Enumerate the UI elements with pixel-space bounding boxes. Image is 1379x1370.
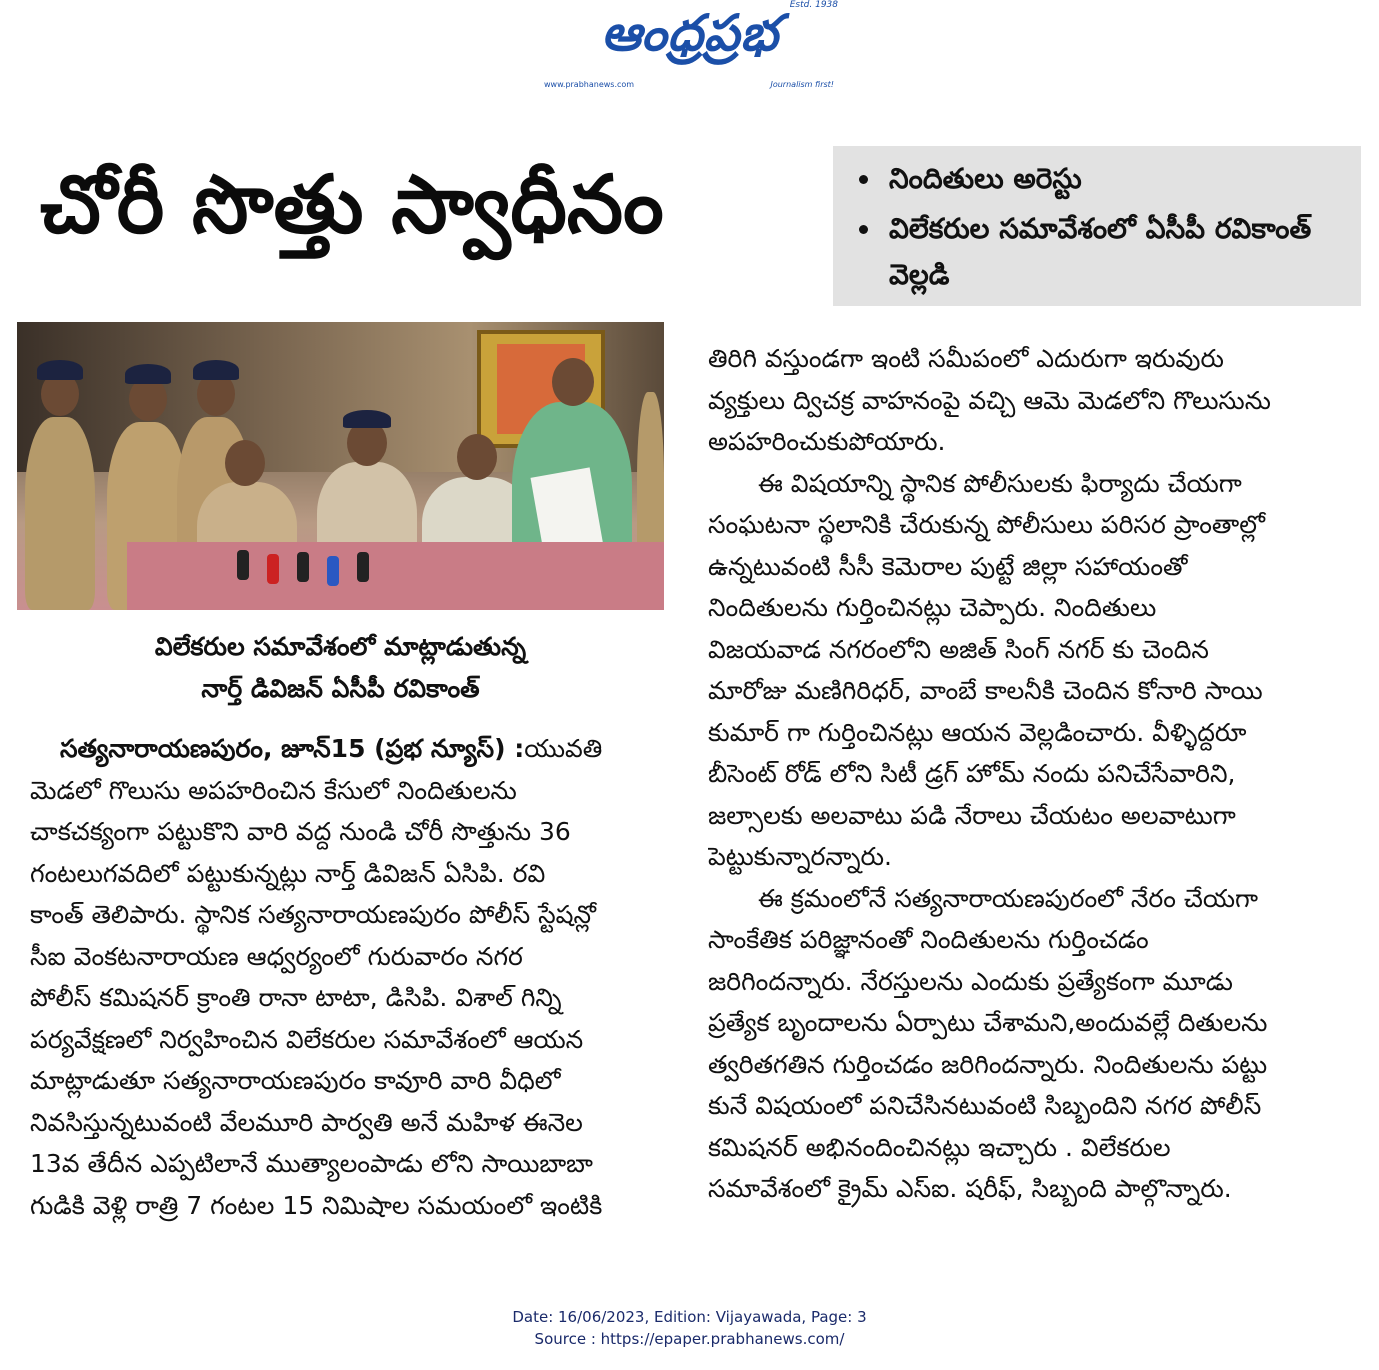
page-footer (0, 1306, 1379, 1350)
caption-line: విలేకరుల సమావేశంలో మాట్లాడుతున్న (154, 632, 527, 661)
article-text-line: జల్సాలకు అలవాటు పడి నేరాలు చేయటం అలవాటుగా (708, 800, 1236, 830)
summary-item: విలేకరుల సమావేశంలో ఏసీపీ రవికాంత్ వెల్లడి (849, 206, 1345, 298)
article-text-line: అపహరించుకుపోయారు. (708, 427, 946, 456)
caption-line: నార్త్ డివిజన్ ఏసీపీ రవికాంత్ (201, 674, 480, 703)
article-text-line: తిరిగి వస్తుండగా ఇంటి సమీపంలో ఎదురుగా ఇరువురు (708, 344, 1224, 373)
tagline-label: Journalism first! (770, 80, 834, 89)
summary-item: నిందితులు అరెస్టు (849, 156, 1345, 202)
press-meet-photo (17, 322, 664, 610)
article-text-line: పోలీస్ కమిషనర్ క్రాంతి రానా టాటా, డిసిపి. విశాల్ గిన్ని (30, 983, 562, 1012)
article-text-line: ఈ విషయాన్ని స్థానిక పోలీసులకు ఫిర్యాదు చేయగా (758, 468, 1242, 498)
article-text-line: సంఘటనా స్థలానికి చేరుకున్న పోలీసులు పరిసర ప్రాంతాల్లో (708, 510, 1265, 539)
article-text-line: గుడికి వెళ్లి రాత్రి 7 గంటల 15 నిమిషాల సమయంలో ఇంటికి (30, 1190, 603, 1220)
article-text-line: మారోజు మణిగిరిధర్, వాంబే కాలనీకి చెందిన కోనారి సాయి (708, 676, 1263, 705)
article-text-line: కాంత్ తెలిపారు. స్థానిక సత్యనారాయణపురం పోలీస్ స్టేషన్లో (30, 900, 596, 929)
article-text-line: గంటలుగవదిలో పట్టుకున్నట్లు నార్త్ డివిజన్ ఏసిపి. రవి (30, 858, 546, 888)
article-text-line: జరిగిందన్నారు. నేరస్తులను ఎందుకు ప్రత్యేకంగా మూడు (708, 966, 1233, 996)
masthead (540, 0, 840, 92)
article-text-line: నిందితులను గుర్తించినట్లు చెప్పారు. నిందితులు (708, 593, 1157, 622)
article-text-line: 13వ తేదీన ఎప్పటిలానే ముత్యాలంపాడు లోని సాయిబాబా (30, 1149, 593, 1178)
article-text-line: సీఐ వెంకటనారాయణ ఆధ్వర్యంలో గురువారం నగర (30, 941, 523, 971)
summary-box (833, 146, 1361, 306)
article-text-line: నివసిస్తున్నటువంటి వేలమూరి పార్వతి అనే మహిళ ఈనెల (30, 1107, 583, 1137)
article-text: యువతి (524, 734, 603, 763)
newspaper-logo: ఆంధ్రప్రభ (601, 4, 779, 62)
article-text-line: త్వరితగతిన గుర్తించడం జరిగిందన్నారు. నిందితులను పట్టు (708, 1049, 1268, 1079)
article-text-line: విజయవాడ నగరంలోని అజిత్ సింగ్ నగర్ కు చెందిన (708, 634, 1209, 664)
article-text-line: ఉన్నటువంటి సీసీ కెమెరాల పుట్టే జిల్లా సహాయంతో (708, 551, 1188, 581)
microphone-icon (237, 550, 249, 580)
microphone-icon (327, 556, 339, 586)
article-text-line: కుమార్ గా గుర్తించినట్లు ఆయన వెల్లడించారు. వీళ్ళిద్దరూ (708, 717, 1247, 747)
article-text-line: ఈ క్రమంలోనే సత్యనారాయణపురంలో నేరం చేయగా (758, 883, 1259, 913)
microphone-icon (357, 552, 369, 582)
article-text-line: సాంకేతిక పరిజ్ఞానంతో నిందితులను గుర్తించడం (708, 925, 1149, 954)
article-first-line (30, 728, 666, 770)
article-headline: చోరీ సొత్తు స్వాధీనం (40, 158, 664, 251)
footer-date-edition: Date: 16/06/2023, Edition: Vijayawada, Page: 3 (512, 1308, 867, 1326)
article-column-right (708, 338, 1348, 1210)
photo-person (25, 417, 95, 610)
article-text-line: చాకచక్యంగా పట్టుకొని వారి వద్ద నుండి చోరీ సొత్తును 36 (30, 817, 571, 846)
microphone-icon (267, 554, 279, 584)
footer-source: Source : https://epaper.prabhanews.com/ (534, 1330, 845, 1348)
article-text-line: వ్యక్తులు ద్విచక్ర వాహనంపై వచ్చి ఆమె మెడలోని గొలుసును (708, 385, 1271, 415)
article-text-line: ప్రత్యేక బృందాలను ఏర్పాటు చేశామని,అందువల్లే దితులను (708, 1008, 1268, 1037)
article-text-line: పర్యవేక్షణలో నిర్వహించిన విలేకరుల సమావేశంలో ఆయన (30, 1024, 584, 1054)
website-label: www.prabhanews.com (544, 80, 635, 89)
microphone-icon (297, 552, 309, 582)
article-text-line: పెట్టుకున్నారన్నారు. (708, 842, 892, 871)
article-text-line: మెడలో గొలుసు అపహరించిన కేసులో నిందితులను (30, 775, 517, 805)
conference-table (127, 542, 664, 610)
article-dateline: సత్యనారాయణపురం, జూన్15 (ప్రభ న్యూస్) : (60, 734, 525, 763)
article-text-line: కమిషనర్ అభినందించినట్లు ఇచ్చారు . విలేకరుల (708, 1132, 1171, 1162)
article-text-line: బీసెంట్ రోడ్ లోని సిటీ డ్రగ్ హోమ్ నందు పనిచేసేవారిని, (708, 759, 1236, 788)
photo-caption (17, 626, 664, 710)
article-text-line: మాట్లాడుతూ సత్యనారాయణపురం కావూరి వారి వీధిలో (30, 1066, 561, 1095)
article-text-line: కునే విషయంలో పనిచేసినటువంటి సిబ్బందిని నగర పోలీస్ (708, 1091, 1262, 1120)
article-text-line: సమావేశంలో క్రైమ్ ఎస్ఐ. షరీఫ్, సిబ్బంది పాల్గొన్నారు. (708, 1174, 1232, 1203)
article-column-left (30, 728, 666, 1226)
estd-label: Estd. 1938 (789, 0, 838, 10)
